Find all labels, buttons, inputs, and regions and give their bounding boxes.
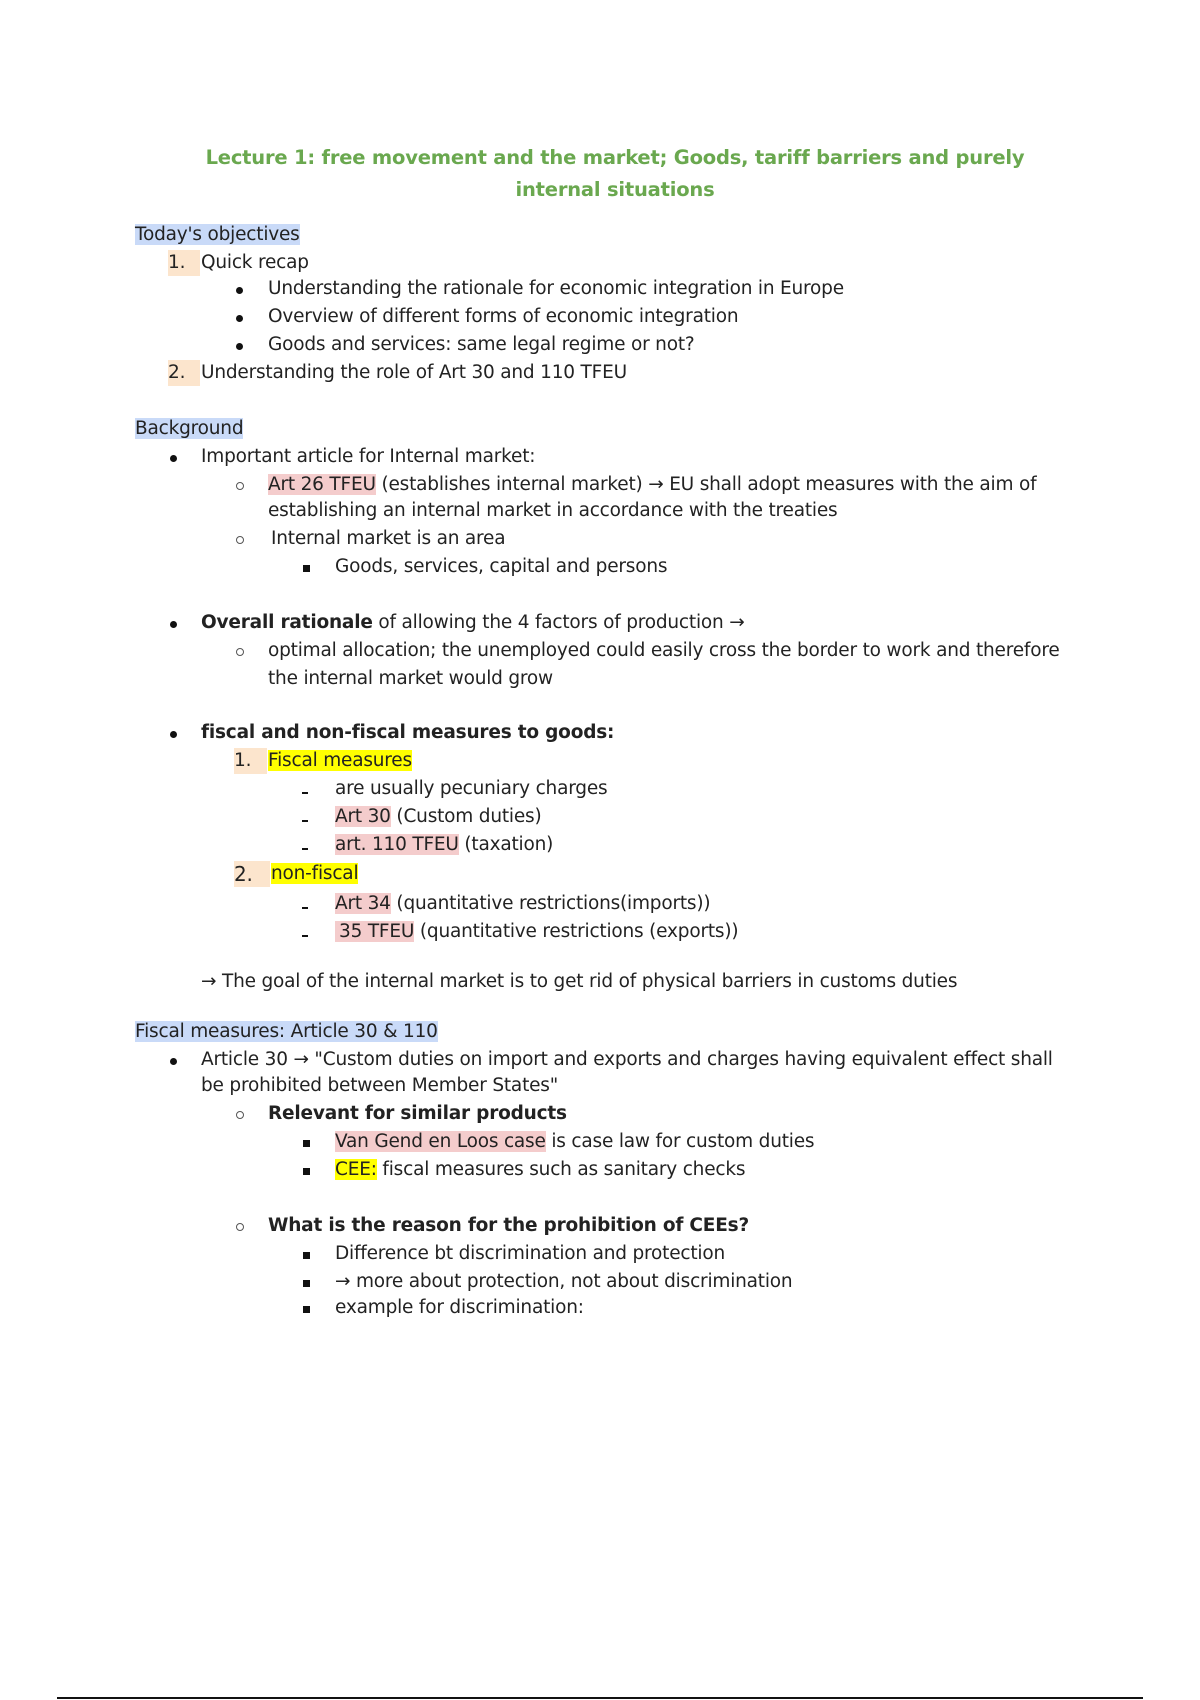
lecture-title: Lecture 1: free movement and the market; Goods, tariff barriers and purely internal situations: [205, 146, 1025, 201]
bullet-dot-icon: [236, 332, 243, 358]
bullet-circle-icon: [236, 472, 244, 498]
fiscal-item-1: are usually pecuniary charges: [335, 778, 608, 799]
bullet-dash-icon: [302, 804, 308, 830]
internal-market-goal: → The goal of the internal market is to get rid of physical barriers in customs duties: [201, 971, 958, 992]
bullet-dash-icon: [302, 891, 308, 917]
bullet-square-icon: [303, 1157, 310, 1183]
objectives-heading: Today's objectives: [135, 224, 300, 245]
page-bottom-rule: [57, 1697, 1143, 1699]
bullet-circle-icon: [236, 638, 244, 664]
objective-1-number: 1.: [168, 250, 200, 276]
fiscal-item-2: Art 30 (Custom duties): [335, 806, 542, 827]
internal-market-area: Internal market is an area: [271, 528, 506, 549]
fiscal-nonfiscal-heading: fiscal and non-fiscal measures to goods:: [201, 722, 615, 743]
nonfiscal-label: non-fiscal: [271, 863, 359, 884]
art26-line: Art 26 TFEU (establishes internal market) → EU shall adopt measures with the aim of: [268, 474, 1037, 495]
bullet-square-icon: [303, 1295, 310, 1321]
objective-sub-2: Overview of different forms of economic integration: [268, 306, 739, 327]
fiscal-number: 1.: [234, 748, 267, 774]
bullet-dot-icon: [236, 276, 243, 302]
background-heading: Background: [135, 418, 244, 439]
bullet-dot-icon: [170, 720, 177, 746]
overall-rationale: Overall rationale of allowing the 4 factors of production →: [201, 612, 745, 633]
fiscal-measures-label: Fiscal measures: [268, 750, 412, 771]
bullet-dot-icon: [236, 304, 243, 330]
objective-1-text: Quick recap: [201, 252, 309, 273]
cee-definition: CEE: fiscal measures such as sanitary checks: [335, 1159, 746, 1180]
nonfiscal-item-2: 35 TFEU (quantitative restrictions (exports)): [335, 919, 738, 945]
bullet-square-icon: [303, 1241, 310, 1267]
reason-item-3: example for discrimination:: [335, 1297, 584, 1318]
optimal-allocation-line1: optimal allocation; the unemployed could easily cross the border to work and therefore: [268, 640, 1060, 661]
bullet-circle-icon: [236, 1101, 244, 1127]
objective-2-text: Understanding the role of Art 30 and 110 TFEU: [201, 362, 627, 383]
nonfiscal-item-1: Art 34 (quantitative restrictions(imports)): [335, 893, 711, 914]
bullet-dash-icon: [302, 832, 308, 858]
bullet-square-icon: [303, 554, 310, 580]
article30-line2: be prohibited between Member States": [201, 1075, 559, 1096]
optimal-allocation-line2: the internal market would grow: [268, 668, 553, 689]
bullet-dash-icon: [302, 776, 308, 802]
objective-2-number: 2.: [168, 360, 200, 386]
bullet-dash-icon: [302, 919, 308, 945]
reason-item-2: → more about protection, not about discrimination: [335, 1271, 793, 1292]
nonfiscal-number: 2.: [234, 861, 270, 887]
bullet-dot-icon: [170, 444, 177, 470]
reason-item-1: Difference bt discrimination and protection: [335, 1243, 725, 1264]
bullet-circle-icon: [236, 526, 244, 552]
important-article-text: Important article for Internal market:: [201, 446, 536, 467]
fiscal-measures-heading: Fiscal measures: Article 30 & 110: [135, 1021, 438, 1042]
relevant-similar-products: Relevant for similar products: [268, 1103, 567, 1124]
objective-sub-1: Understanding the rationale for economic integration in Europe: [268, 278, 844, 299]
cee-prohibition-question: What is the reason for the prohibition of CEEs?: [268, 1215, 750, 1236]
van-gend-en-loos: Van Gend en Loos case is case law for custom duties: [335, 1131, 815, 1152]
article30-line1: Article 30 → "Custom duties on import and exports and charges having equivalent effect shall: [201, 1049, 1053, 1070]
art26-continuation: establishing an internal market in accordance with the treaties: [268, 500, 838, 521]
bullet-square-icon: [303, 1129, 310, 1155]
bullet-square-icon: [303, 1269, 310, 1295]
objective-sub-3: Goods and services: same legal regime or not?: [268, 334, 695, 355]
bullet-dot-icon: [170, 610, 177, 636]
bullet-dot-icon: [170, 1047, 177, 1073]
bullet-circle-icon: [236, 1213, 244, 1239]
fiscal-item-3: art. 110 TFEU (taxation): [335, 834, 554, 855]
four-factors: Goods, services, capital and persons: [335, 556, 668, 577]
